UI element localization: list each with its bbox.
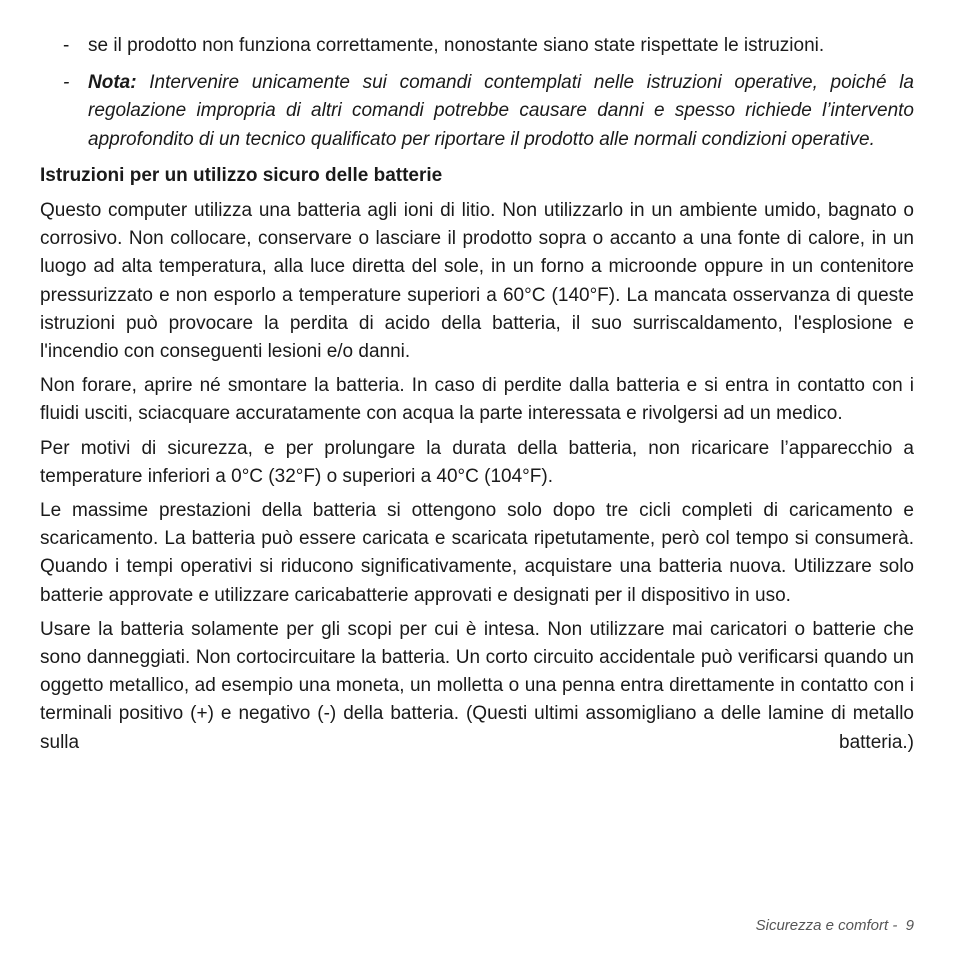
bullet-text: se il prodotto non funziona correttamente, nonostante siano state rispettate le istruzioni. [88, 35, 825, 56]
paragraph-do-not-puncture: Non forare, aprire né smontare la batteria. In caso di perdite dalla batteria e si entra in contatto con i fluidi usciti, sciacquare accuratamente con acqua la parte interessata e rivolgersi ad un medico. [40, 375, 914, 425]
bullet-item-malfunction [40, 32, 914, 61]
note-text: Intervenire unicamente sui comandi contemplati nelle istruzioni operative, poiché la regolazione impropria di altri comandi potrebbe causare danni e spesso richiede l’intervento approfondito di un tecnico qualificato per riportare il prodotto alle normali condizioni operative. [88, 71, 914, 150]
bullet-item-note [40, 69, 914, 155]
paragraph-charging-temperature: Per motivi di sicurezza, e per prolungare la durata della batteria, non ricaricare l’apparecchio a temperature inferiori a 0°C (32°F) o superiori a 40°C (104°F). [40, 437, 914, 487]
note-label: Nota: [88, 71, 137, 93]
page-footer: Sicurezza e comfort - 9 [755, 917, 914, 934]
bullet-dash: - [63, 71, 70, 93]
paragraph-performance: Le massime prestazioni della batteria si ottengono solo dopo tre cicli completi di caricamento e scaricamento. La batteria può essere caricata e scaricata ripetutamente, però col tempo si consumerà. Quando i tempi operativi si riducono significativamente, acquistare una batteria nuova. Utilizzare solo batterie approvate e utilizzare caricabatterie approvati e designati per il dispositivo in uso. [40, 500, 914, 606]
paragraph-lithium-ion: Questo computer utilizza una batteria agli ioni di litio. Non utilizzarlo in un ambiente umido, bagnato o corrosivo. Non collocare, conservare o lasciare il prodotto sopra o accanto a una fonte di calore, in un luogo ad alta temperatura, alla luce diretta del sole, in un forno a microonde oppure in un contenitore pressurizzato e non esporlo a temperature superiori a 60°C (140°F). La mancata osservanza di queste istruzioni può provocare la perdita di acido della batteria, il suo surriscaldamento, l'esplosione e l'incendio con conseguenti lesioni e/o danni. [40, 200, 914, 363]
document-page [40, 32, 914, 763]
paragraph-usage: Usare la batteria solamente per gli scopi per cui è intesa. Non utilizzare mai caricatori o batterie che sono danneggiati. Non cortocircuitare la batteria. Un corto circuito accidentale può verificarsi quando un oggetto metallico, ad esempio una moneta, un molletta o una penna entra direttamente in contatto con i terminali positivo (+) e negativo (-) della batteria. (Questi ultimi assomigliano a delle lamine di metallo sulla batteria.) [40, 618, 914, 753]
section-heading: Istruzioni per un utilizzo sicuro delle batterie [40, 165, 443, 186]
bullet-dash: - [63, 35, 70, 56]
